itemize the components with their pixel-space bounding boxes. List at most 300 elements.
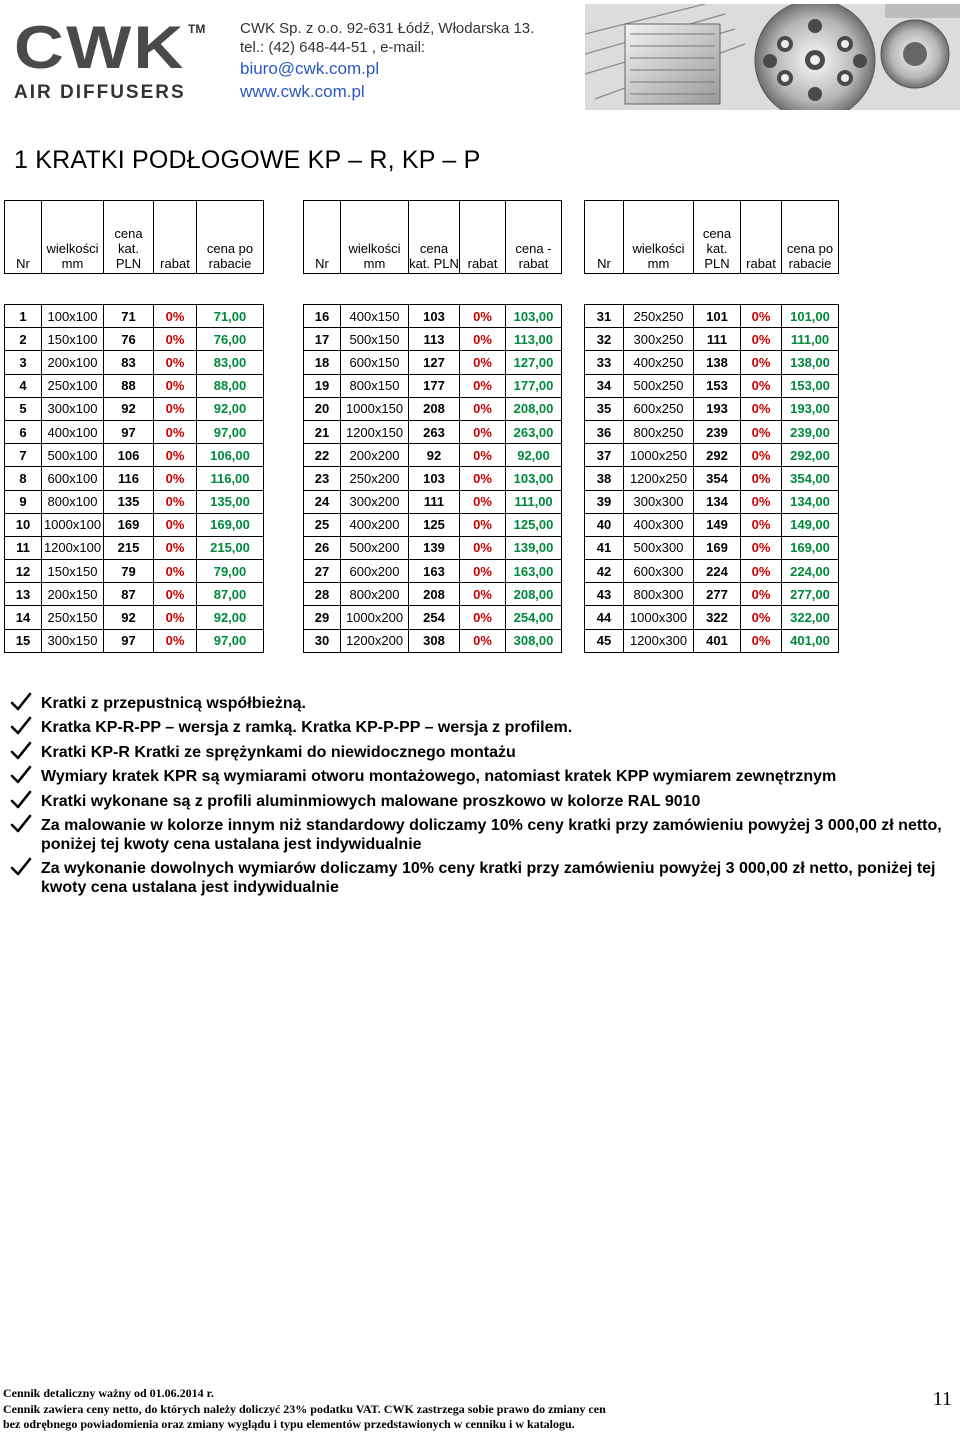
list-price-cell: 169 bbox=[694, 536, 741, 559]
size-cell: 1200x200 bbox=[341, 629, 409, 652]
final-price-cell: 83,00 bbox=[197, 351, 264, 374]
final-price-cell: 401,00 bbox=[782, 629, 839, 652]
column-header: cena kat. PLN bbox=[104, 201, 154, 274]
final-price-cell: 354,00 bbox=[782, 467, 839, 490]
note-item bbox=[10, 694, 955, 713]
discount-cell: 0% bbox=[460, 606, 506, 629]
row-number: 41 bbox=[585, 536, 624, 559]
list-price-cell: 208 bbox=[409, 583, 460, 606]
table-row bbox=[5, 513, 264, 536]
row-number: 38 bbox=[585, 467, 624, 490]
final-price-cell: 292,00 bbox=[782, 444, 839, 467]
table-row bbox=[304, 606, 562, 629]
column-header: rabat bbox=[154, 201, 197, 274]
discount-cell: 0% bbox=[154, 513, 197, 536]
discount-cell: 0% bbox=[460, 374, 506, 397]
discount-cell: 0% bbox=[460, 583, 506, 606]
list-price-cell: 125 bbox=[409, 513, 460, 536]
final-price-cell: 113,00 bbox=[506, 328, 562, 351]
discount-cell: 0% bbox=[154, 606, 197, 629]
size-cell: 500x200 bbox=[341, 536, 409, 559]
final-price-cell: 322,00 bbox=[782, 606, 839, 629]
final-price-cell: 263,00 bbox=[506, 420, 562, 443]
row-number: 29 bbox=[304, 606, 341, 629]
email-link[interactable]: biuro@cwk.com.pl bbox=[240, 59, 380, 78]
list-price-cell: 87 bbox=[104, 583, 154, 606]
size-cell: 300x100 bbox=[42, 397, 104, 420]
table-row bbox=[5, 305, 264, 328]
checkmark-icon bbox=[10, 716, 32, 736]
list-price-cell: 101 bbox=[694, 305, 741, 328]
size-cell: 100x100 bbox=[42, 305, 104, 328]
row-number: 30 bbox=[304, 629, 341, 652]
final-price-cell: 127,00 bbox=[506, 351, 562, 374]
row-number: 43 bbox=[585, 583, 624, 606]
final-price-cell: 125,00 bbox=[506, 513, 562, 536]
row-number: 18 bbox=[304, 351, 341, 374]
note-text: Kratka KP-R-PP – wersja z ramką. Kratka KP-P-PP – wersja z profilem. bbox=[41, 719, 573, 737]
final-price-cell: 87,00 bbox=[197, 583, 264, 606]
discount-cell: 0% bbox=[154, 444, 197, 467]
table-row bbox=[5, 444, 264, 467]
list-price-cell: 88 bbox=[104, 374, 154, 397]
table-header-row bbox=[585, 201, 839, 274]
note-text: Kratki z przepustnicą współbieżną. bbox=[41, 695, 306, 712]
size-cell: 400x200 bbox=[341, 513, 409, 536]
table-header-row bbox=[5, 201, 264, 274]
list-price-cell: 354 bbox=[694, 467, 741, 490]
discount-cell: 0% bbox=[460, 560, 506, 583]
table-row bbox=[304, 397, 562, 420]
table-row bbox=[304, 328, 562, 351]
table-row bbox=[585, 351, 839, 374]
discount-cell: 0% bbox=[154, 305, 197, 328]
notes-list bbox=[10, 694, 955, 903]
table-spacer bbox=[5, 274, 264, 305]
row-number: 7 bbox=[5, 444, 42, 467]
table-row bbox=[304, 629, 562, 652]
discount-cell: 0% bbox=[741, 351, 782, 374]
table-row bbox=[5, 583, 264, 606]
list-price-cell: 322 bbox=[694, 606, 741, 629]
table-row bbox=[585, 328, 839, 351]
table-row bbox=[304, 513, 562, 536]
column-header: wielkości mm bbox=[341, 201, 409, 274]
table-row bbox=[585, 420, 839, 443]
column-header: cena po rabacie bbox=[782, 201, 839, 274]
discount-cell: 0% bbox=[154, 351, 197, 374]
row-number: 19 bbox=[304, 374, 341, 397]
final-price-cell: 97,00 bbox=[197, 629, 264, 652]
discount-cell: 0% bbox=[460, 467, 506, 490]
row-number: 35 bbox=[585, 397, 624, 420]
discount-cell: 0% bbox=[460, 397, 506, 420]
table-row bbox=[5, 490, 264, 513]
size-cell: 300x200 bbox=[341, 490, 409, 513]
discount-cell: 0% bbox=[741, 467, 782, 490]
checkmark-icon bbox=[10, 857, 32, 877]
list-price-cell: 111 bbox=[409, 490, 460, 513]
size-cell: 1200x100 bbox=[42, 536, 104, 559]
list-price-cell: 193 bbox=[694, 397, 741, 420]
table-row bbox=[5, 351, 264, 374]
row-number: 34 bbox=[585, 374, 624, 397]
size-cell: 1000x300 bbox=[624, 606, 694, 629]
row-number: 9 bbox=[5, 490, 42, 513]
row-number: 16 bbox=[304, 305, 341, 328]
column-header: Nr bbox=[304, 201, 341, 274]
list-price-cell: 79 bbox=[104, 560, 154, 583]
discount-cell: 0% bbox=[460, 328, 506, 351]
discount-cell: 0% bbox=[460, 305, 506, 328]
table-row bbox=[304, 305, 562, 328]
contact-phone: tel.: (42) 648-44-51 , e-mail: bbox=[240, 39, 426, 56]
row-number: 33 bbox=[585, 351, 624, 374]
list-price-cell: 97 bbox=[104, 629, 154, 652]
row-number: 44 bbox=[585, 606, 624, 629]
row-number: 42 bbox=[585, 560, 624, 583]
list-price-cell: 92 bbox=[409, 444, 460, 467]
size-cell: 600x100 bbox=[42, 467, 104, 490]
size-cell: 300x300 bbox=[624, 490, 694, 513]
size-cell: 1000x250 bbox=[624, 444, 694, 467]
row-number: 20 bbox=[304, 397, 341, 420]
table-row bbox=[585, 305, 839, 328]
final-price-cell: 92,00 bbox=[197, 397, 264, 420]
final-price-cell: 88,00 bbox=[197, 374, 264, 397]
list-price-cell: 83 bbox=[104, 351, 154, 374]
row-number: 37 bbox=[585, 444, 624, 467]
final-price-cell: 277,00 bbox=[782, 583, 839, 606]
discount-cell: 0% bbox=[154, 536, 197, 559]
size-cell: 250x100 bbox=[42, 374, 104, 397]
list-price-cell: 292 bbox=[694, 444, 741, 467]
list-price-cell: 149 bbox=[694, 513, 741, 536]
final-price-cell: 97,00 bbox=[197, 420, 264, 443]
size-cell: 800x300 bbox=[624, 583, 694, 606]
table-row bbox=[585, 536, 839, 559]
row-number: 32 bbox=[585, 328, 624, 351]
size-cell: 400x150 bbox=[341, 305, 409, 328]
discount-cell: 0% bbox=[460, 629, 506, 652]
final-price-cell: 111,00 bbox=[782, 328, 839, 351]
final-price-cell: 149,00 bbox=[782, 513, 839, 536]
final-price-cell: 169,00 bbox=[782, 536, 839, 559]
discount-cell: 0% bbox=[154, 467, 197, 490]
column-header: rabat bbox=[460, 201, 506, 274]
note-item bbox=[10, 816, 955, 854]
list-price-cell: 71 bbox=[104, 305, 154, 328]
note-text: Kratki wykonane są z profili aluminmiowych malowane proszkowo w kolorze RAL 9010 bbox=[41, 792, 701, 810]
discount-cell: 0% bbox=[154, 560, 197, 583]
discount-cell: 0% bbox=[154, 629, 197, 652]
note-text: Za wykonanie dowolnych wymiarów doliczamy 10% ceny kratki przy zamówieniu powyżej 3 000,00 zł netto, poniżej tej kwoty cena ustalana jest indywidualnie bbox=[41, 860, 936, 897]
product-photo-collage bbox=[585, 4, 960, 110]
table-row bbox=[5, 560, 264, 583]
page-number: 11 bbox=[932, 1388, 952, 1410]
discount-cell: 0% bbox=[460, 444, 506, 467]
discount-cell: 0% bbox=[741, 444, 782, 467]
row-number: 17 bbox=[304, 328, 341, 351]
discount-cell: 0% bbox=[460, 536, 506, 559]
size-cell: 600x250 bbox=[624, 397, 694, 420]
footer-validity: Cennik detaliczny ważny od 01.06.2014 r. bbox=[3, 1386, 214, 1400]
size-cell: 800x250 bbox=[624, 420, 694, 443]
row-number: 31 bbox=[585, 305, 624, 328]
list-price-cell: 163 bbox=[409, 560, 460, 583]
footer bbox=[3, 1386, 606, 1433]
footer-disclaimer: bez odrębnego powiadomienia oraz zmiany wyglądu i typu elementów przedstawionych w cenniku i w katalogu. bbox=[3, 1417, 575, 1431]
page-title: 1 KRATKI PODŁOGOWE KP – R, KP – P bbox=[14, 146, 481, 174]
table-row bbox=[5, 420, 264, 443]
final-price-cell: 177,00 bbox=[506, 374, 562, 397]
final-price-cell: 103,00 bbox=[506, 305, 562, 328]
note-text: Za malowanie w kolorze innym niż standardowy doliczamy 10% ceny kratki przy zamówieniu powyżej 3 000,00 zł netto, poniżej tej kwoty cena ustalana jest indywidualnie bbox=[41, 816, 942, 853]
size-cell: 200x150 bbox=[42, 583, 104, 606]
table-row bbox=[304, 536, 562, 559]
table-row bbox=[304, 467, 562, 490]
discount-cell: 0% bbox=[741, 536, 782, 559]
note-item bbox=[10, 718, 955, 737]
list-price-cell: 116 bbox=[104, 467, 154, 490]
column-header: cena kat. PLN bbox=[409, 201, 460, 274]
column-header: wielkości mm bbox=[624, 201, 694, 274]
final-price-cell: 135,00 bbox=[197, 490, 264, 513]
column-header: rabat bbox=[741, 201, 782, 274]
discount-cell: 0% bbox=[154, 397, 197, 420]
size-cell: 500x250 bbox=[624, 374, 694, 397]
column-header: cena kat. PLN bbox=[694, 201, 741, 274]
table-row bbox=[585, 397, 839, 420]
list-price-cell: 92 bbox=[104, 606, 154, 629]
size-cell: 250x200 bbox=[341, 467, 409, 490]
list-price-cell: 153 bbox=[694, 374, 741, 397]
row-number: 36 bbox=[585, 420, 624, 443]
row-number: 25 bbox=[304, 513, 341, 536]
discount-cell: 0% bbox=[741, 560, 782, 583]
final-price-cell: 308,00 bbox=[506, 629, 562, 652]
size-cell: 400x100 bbox=[42, 420, 104, 443]
table-row bbox=[5, 606, 264, 629]
list-price-cell: 127 bbox=[409, 351, 460, 374]
table-spacer bbox=[585, 274, 839, 305]
table-row bbox=[304, 490, 562, 513]
size-cell: 600x300 bbox=[624, 560, 694, 583]
column-header: cena - rabat bbox=[506, 201, 562, 274]
final-price-cell: 71,00 bbox=[197, 305, 264, 328]
note-text: Kratki KP-R Kratki ze sprężynkami do niewidocznego montażu bbox=[41, 743, 516, 761]
size-cell: 250x250 bbox=[624, 305, 694, 328]
size-cell: 400x250 bbox=[624, 351, 694, 374]
list-price-cell: 254 bbox=[409, 606, 460, 629]
table-row bbox=[585, 583, 839, 606]
contact-block bbox=[240, 19, 534, 103]
price-table-2 bbox=[303, 200, 562, 653]
table-row bbox=[585, 490, 839, 513]
price-table-1 bbox=[4, 200, 264, 653]
discount-cell: 0% bbox=[460, 420, 506, 443]
size-cell: 1200x300 bbox=[624, 629, 694, 652]
size-cell: 800x200 bbox=[341, 583, 409, 606]
discount-cell: 0% bbox=[741, 606, 782, 629]
discount-cell: 0% bbox=[741, 490, 782, 513]
list-price-cell: 138 bbox=[694, 351, 741, 374]
table-row bbox=[304, 560, 562, 583]
final-price-cell: 79,00 bbox=[197, 560, 264, 583]
size-cell: 250x150 bbox=[42, 606, 104, 629]
discount-cell: 0% bbox=[741, 305, 782, 328]
discount-cell: 0% bbox=[741, 513, 782, 536]
size-cell: 1000x150 bbox=[341, 397, 409, 420]
row-number: 4 bbox=[5, 374, 42, 397]
company-logo bbox=[14, 14, 206, 104]
table-row bbox=[5, 536, 264, 559]
list-price-cell: 103 bbox=[409, 467, 460, 490]
row-number: 8 bbox=[5, 467, 42, 490]
note-text: Wymiary kratek KPR są wymiarami otworu montażowego, natomiast kratek KPP wymiarem zewnętrznym bbox=[41, 768, 837, 786]
list-price-cell: 111 bbox=[694, 328, 741, 351]
row-number: 40 bbox=[585, 513, 624, 536]
logo-trademark: TM bbox=[188, 22, 206, 36]
discount-cell: 0% bbox=[741, 583, 782, 606]
logo-subtitle: AIR DIFFUSERS bbox=[14, 82, 186, 103]
final-price-cell: 193,00 bbox=[782, 397, 839, 420]
logo-letters: CWK bbox=[14, 14, 186, 81]
row-number: 6 bbox=[5, 420, 42, 443]
discount-cell: 0% bbox=[154, 420, 197, 443]
list-price-cell: 113 bbox=[409, 328, 460, 351]
row-number: 23 bbox=[304, 467, 341, 490]
checkmark-icon bbox=[10, 765, 32, 785]
list-price-cell: 239 bbox=[694, 420, 741, 443]
size-cell: 400x300 bbox=[624, 513, 694, 536]
list-price-cell: 208 bbox=[409, 397, 460, 420]
row-number: 12 bbox=[5, 560, 42, 583]
row-number: 1 bbox=[5, 305, 42, 328]
table-row bbox=[5, 328, 264, 351]
checkmark-icon bbox=[10, 814, 32, 834]
final-price-cell: 208,00 bbox=[506, 397, 562, 420]
final-price-cell: 106,00 bbox=[197, 444, 264, 467]
list-price-cell: 177 bbox=[409, 374, 460, 397]
list-price-cell: 401 bbox=[694, 629, 741, 652]
final-price-cell: 208,00 bbox=[506, 583, 562, 606]
row-number: 24 bbox=[304, 490, 341, 513]
table-row bbox=[5, 374, 264, 397]
discount-cell: 0% bbox=[460, 513, 506, 536]
table-row bbox=[304, 444, 562, 467]
table-row bbox=[585, 629, 839, 652]
table-row bbox=[304, 351, 562, 374]
table-row bbox=[5, 397, 264, 420]
note-item bbox=[10, 859, 955, 897]
discount-cell: 0% bbox=[154, 328, 197, 351]
list-price-cell: 134 bbox=[694, 490, 741, 513]
column-header: Nr bbox=[5, 201, 42, 274]
checkmark-icon bbox=[10, 741, 32, 761]
row-number: 10 bbox=[5, 513, 42, 536]
size-cell: 200x200 bbox=[341, 444, 409, 467]
size-cell: 150x150 bbox=[42, 560, 104, 583]
final-price-cell: 92,00 bbox=[506, 444, 562, 467]
size-cell: 1000x200 bbox=[341, 606, 409, 629]
list-price-cell: 135 bbox=[104, 490, 154, 513]
list-price-cell: 139 bbox=[409, 536, 460, 559]
final-price-cell: 224,00 bbox=[782, 560, 839, 583]
size-cell: 500x150 bbox=[341, 328, 409, 351]
size-cell: 1200x150 bbox=[341, 420, 409, 443]
checkmark-icon bbox=[10, 692, 32, 712]
size-cell: 200x100 bbox=[42, 351, 104, 374]
note-item bbox=[10, 743, 955, 762]
table-row bbox=[585, 560, 839, 583]
discount-cell: 0% bbox=[154, 490, 197, 513]
final-price-cell: 254,00 bbox=[506, 606, 562, 629]
row-number: 13 bbox=[5, 583, 42, 606]
table-header-row bbox=[304, 201, 562, 274]
discount-cell: 0% bbox=[154, 374, 197, 397]
size-cell: 500x300 bbox=[624, 536, 694, 559]
discount-cell: 0% bbox=[741, 629, 782, 652]
checkmark-icon bbox=[10, 790, 32, 810]
contact-address: CWK Sp. z o.o. 92-631 Łódź, Włodarska 13. bbox=[240, 20, 535, 37]
final-price-cell: 215,00 bbox=[197, 536, 264, 559]
table-row bbox=[585, 513, 839, 536]
table-spacer bbox=[304, 274, 562, 305]
table-row bbox=[304, 374, 562, 397]
column-header: cena po rabacie bbox=[197, 201, 264, 274]
final-price-cell: 92,00 bbox=[197, 606, 264, 629]
list-price-cell: 224 bbox=[694, 560, 741, 583]
size-cell: 300x250 bbox=[624, 328, 694, 351]
final-price-cell: 163,00 bbox=[506, 560, 562, 583]
size-cell: 500x100 bbox=[42, 444, 104, 467]
final-price-cell: 138,00 bbox=[782, 351, 839, 374]
website-link[interactable]: www.cwk.com.pl bbox=[240, 82, 365, 101]
size-cell: 800x100 bbox=[42, 490, 104, 513]
row-number: 45 bbox=[585, 629, 624, 652]
final-price-cell: 139,00 bbox=[506, 536, 562, 559]
row-number: 22 bbox=[304, 444, 341, 467]
final-price-cell: 134,00 bbox=[782, 490, 839, 513]
size-cell: 1000x100 bbox=[42, 513, 104, 536]
final-price-cell: 103,00 bbox=[506, 467, 562, 490]
discount-cell: 0% bbox=[741, 420, 782, 443]
list-price-cell: 76 bbox=[104, 328, 154, 351]
column-header: wielkości mm bbox=[42, 201, 104, 274]
row-number: 15 bbox=[5, 629, 42, 652]
discount-cell: 0% bbox=[154, 583, 197, 606]
discount-cell: 0% bbox=[460, 351, 506, 374]
discount-cell: 0% bbox=[460, 490, 506, 513]
final-price-cell: 153,00 bbox=[782, 374, 839, 397]
table-row bbox=[585, 606, 839, 629]
size-cell: 300x150 bbox=[42, 629, 104, 652]
final-price-cell: 116,00 bbox=[197, 467, 264, 490]
row-number: 5 bbox=[5, 397, 42, 420]
row-number: 11 bbox=[5, 536, 42, 559]
row-number: 14 bbox=[5, 606, 42, 629]
footer-vat-note: Cennik zawiera ceny netto, do których należy doliczyć 23% podatku VAT. CWK zastrzega sobie prawo do zmiany cen bbox=[3, 1401, 606, 1416]
table-row bbox=[585, 444, 839, 467]
size-cell: 1200x250 bbox=[624, 467, 694, 490]
size-cell: 600x150 bbox=[341, 351, 409, 374]
final-price-cell: 111,00 bbox=[506, 490, 562, 513]
list-price-cell: 92 bbox=[104, 397, 154, 420]
note-item bbox=[10, 792, 955, 811]
row-number: 26 bbox=[304, 536, 341, 559]
column-header: Nr bbox=[585, 201, 624, 274]
